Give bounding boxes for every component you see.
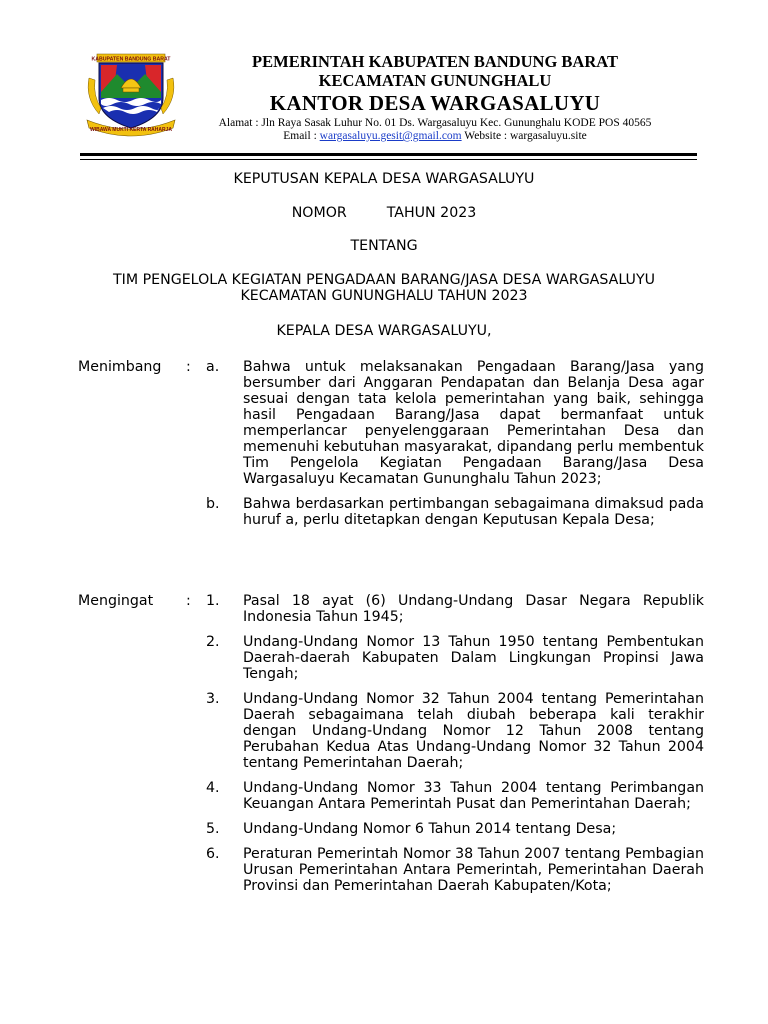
tentang-heading: TENTANG — [350, 238, 418, 254]
kabupaten-bandung-barat-emblem-icon — [83, 48, 179, 140]
list-item — [78, 780, 704, 812]
letterhead-district: KECAMATAN GUNUNGHALU — [318, 71, 552, 90]
item-text: Undang-Undang Nomor 32 Tahun 2004 tentang Pemerintahan Daerah sebagaimana telah diubah beberapa kali terakhir dengan Undang-Undang Nomor 12 Tahun 2008 tentang Perubahan Kedua Atas Undang-Undang Nomor 32 Tahun 2004 tentang Pemerintahan Daerah; — [243, 691, 704, 771]
nomor-label: NOMOR — [291, 205, 347, 221]
list-item — [78, 359, 704, 487]
item-text: Undang-Undang Nomor 13 Tahun 1950 tentang Pembentukan Daerah-daerah Kabupaten Dalam Lingkungan Propinsi Jawa Tengah; — [243, 634, 704, 682]
item-text: Undang-Undang Nomor 33 Tahun 2004 tentang Perimbangan Keuangan Antara Pemerintah Pusat dan Pemerintahan Daerah; — [243, 780, 704, 812]
menimbang-section — [78, 359, 704, 537]
letterhead — [190, 52, 680, 143]
list-item — [78, 691, 704, 771]
website-text: Website : wargasaluyu.site — [464, 130, 587, 142]
list-item — [78, 846, 704, 894]
menimbang-colon: : — [186, 359, 191, 375]
email-link[interactable]: wargasaluyu.gesit@gmail.com — [319, 130, 462, 142]
item-marker: 2. — [206, 634, 220, 650]
item-marker: 4. — [206, 780, 220, 796]
item-text: Undang-Undang Nomor 6 Tahun 2014 tentang Desa; — [243, 821, 617, 837]
item-text: Bahwa berdasarkan pertimbangan sebagaimana dimaksud pada huruf a, perlu ditetapkan dengan Keputusan Kepala Desa; — [243, 496, 704, 528]
letterhead-rule-thin — [80, 159, 697, 160]
decision-number — [60, 205, 708, 221]
list-item — [78, 496, 704, 528]
item-marker: 1. — [206, 593, 220, 609]
menimbang-label: Menimbang — [78, 359, 162, 375]
letterhead-rule-thick — [80, 153, 697, 156]
decision-year: TAHUN 2023 — [386, 205, 477, 221]
mengingat-label: Mengingat — [78, 593, 154, 609]
item-marker: 6. — [206, 846, 220, 862]
mengingat-colon: : — [186, 593, 191, 609]
logo-top-text: KABUPATEN BANDUNG BARAT — [91, 56, 171, 63]
list-item — [78, 634, 704, 682]
item-marker: 3. — [206, 691, 220, 707]
item-text: Peraturan Pemerintah Nomor 38 Tahun 2007 tentang Pembagian Urusan Pemerintahan Antara Pemerintah, Pemerintahan Daerah Provinsi dan Pemerintahan Daerah Kabupaten/Kota; — [243, 846, 704, 894]
item-marker: a. — [206, 359, 220, 375]
item-marker: b. — [206, 496, 220, 512]
item-marker: 5. — [206, 821, 220, 837]
decision-subject — [60, 272, 708, 304]
logo-ribbon-text: WIBAWA MUKTI KERTA RAHARJA — [89, 127, 173, 133]
subject-line-1: TIM PENGELOLA KEGIATAN PENGADAAN BARANG/JASA DESA WARGASALUYU — [112, 272, 655, 288]
subject-line-2: KECAMATAN GUNUNGHALU TAHUN 2023 — [240, 288, 528, 304]
letterhead-address: Alamat : Jln Raya Sasak Luhur No. 01 Ds. Wargasaluyu Kec. Gununghalu KODE POS 40565 — [218, 117, 652, 129]
decision-title: KEPUTUSAN KEPALA DESA WARGASALUYU — [233, 171, 535, 187]
item-text: Pasal 18 ayat (6) Undang-Undang Dasar Negara Republik Indonesia Tahun 1945; — [243, 593, 704, 625]
letterhead-contact — [190, 130, 680, 143]
issuer-heading: KEPALA DESA WARGASALUYU, — [276, 323, 492, 339]
list-item — [78, 821, 704, 837]
email-label: Email : — [283, 130, 317, 142]
letterhead-government: PEMERINTAH KABUPATEN BANDUNG BARAT — [252, 52, 618, 71]
item-text: Bahwa untuk melaksanakan Pengadaan Barang/Jasa yang bersumber dari Anggaran Pendapatan dan Belanja Desa agar sesuai dengan tata kelola pemerintahan yang baik, sehingga hasil Pengadaan Barang/Jasa dapat bermanfaat untuk memperlancar penyelenggaraan Pemerintahan Desa dan memenuhi kebutuhan masyarakat, dipandang perlu membentuk Tim Pengelola Kegiatan Pengadaan Barang/Jasa Desa Wargasaluyu Kecamatan Gununghalu Tahun 2023; — [243, 359, 704, 487]
list-item — [78, 593, 704, 625]
mengingat-section — [78, 593, 704, 903]
letterhead-office: KANTOR DESA WARGASALUYU — [269, 91, 601, 115]
